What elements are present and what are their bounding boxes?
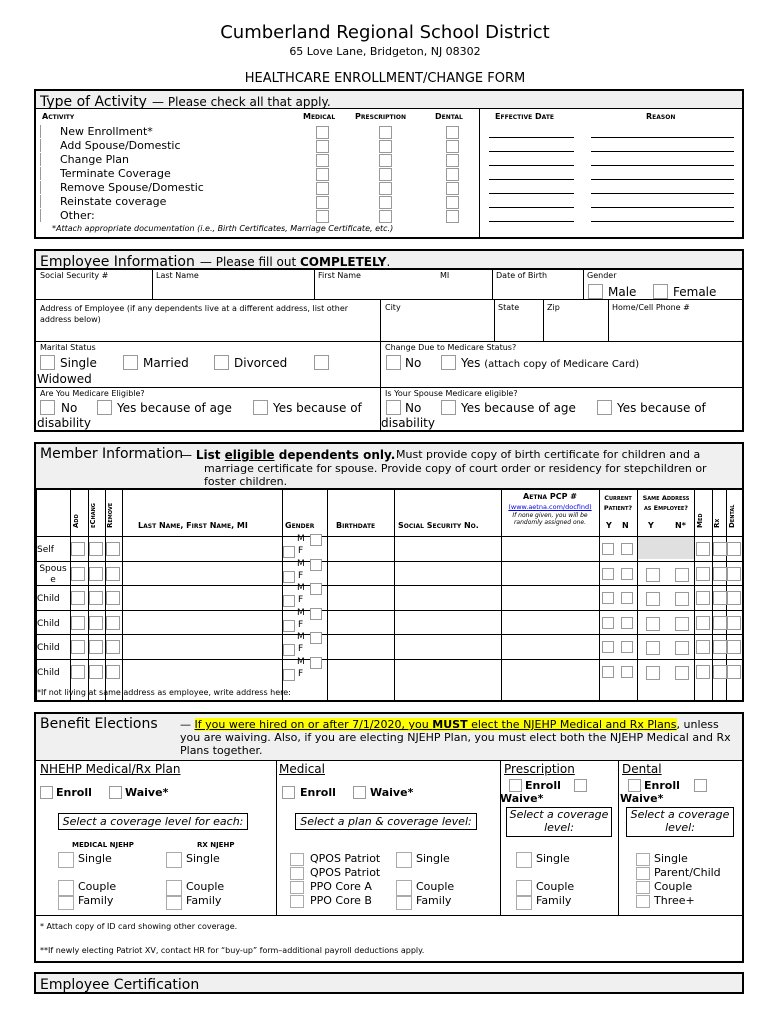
current-patient-checkbox[interactable] xyxy=(621,617,633,629)
prescription-title: Prescription xyxy=(504,762,575,776)
phone-label: Home/Cell Phone # xyxy=(612,303,690,312)
njehp-enroll-checkbox[interactable] xyxy=(40,786,53,799)
ssn-label: Social Security # xyxy=(40,271,109,280)
married-checkbox[interactable] xyxy=(123,355,138,370)
medical-njehp-label: MEDICAL NJEHP xyxy=(72,841,134,849)
gender-f-checkbox[interactable] xyxy=(283,620,295,632)
col-ssn: Social Security No. xyxy=(398,521,479,530)
gender-m-checkbox[interactable] xyxy=(310,632,322,644)
reason-field[interactable] xyxy=(591,179,734,180)
gender-f-checkbox[interactable] xyxy=(283,595,295,607)
reason-field[interactable] xyxy=(591,137,734,138)
reason-field[interactable] xyxy=(591,221,734,222)
city-label: City xyxy=(385,303,401,312)
spouse-disability-label: Yes because of xyxy=(617,401,706,415)
medical-title: Medical xyxy=(279,762,325,776)
njehp-rx-couple-checkbox[interactable] xyxy=(166,880,182,896)
married-label: Married xyxy=(143,356,189,370)
same-address-checkbox[interactable] xyxy=(646,666,660,680)
dental-single-label: Single xyxy=(654,852,688,865)
benefits-title: Benefit Elections xyxy=(40,716,158,732)
certification-title: Employee Certification xyxy=(40,977,200,993)
rx-couple-label: Couple xyxy=(536,880,575,893)
dental-activity-checkbox[interactable] xyxy=(446,154,459,167)
prescription-activity-checkbox[interactable] xyxy=(379,126,392,139)
member-row-label: Self xyxy=(37,545,54,555)
dental-activity-checkbox[interactable] xyxy=(446,182,459,195)
activity-item: New Enrollment* xyxy=(60,125,153,138)
marital-label: Marital Status xyxy=(40,343,96,352)
add-checkbox[interactable] xyxy=(71,665,85,679)
remove-checkbox[interactable] xyxy=(106,665,120,679)
prescription-activity-checkbox[interactable] xyxy=(379,182,392,195)
member-row-label: Child xyxy=(37,643,60,653)
activity-item: Other: xyxy=(60,209,95,222)
coverage-checkbox[interactable] xyxy=(696,591,710,605)
effective-date-field[interactable] xyxy=(489,179,574,180)
dental-couple-label: Couple xyxy=(654,880,693,893)
widowed-checkbox[interactable] xyxy=(314,355,329,370)
medical-enroll-checkbox[interactable] xyxy=(282,786,295,799)
change-checkbox[interactable] xyxy=(89,640,103,654)
remove-checkbox[interactable] xyxy=(106,616,120,630)
add-checkbox[interactable] xyxy=(71,567,85,581)
last-name-label: Last Name xyxy=(156,271,199,280)
coverage-checkbox[interactable] xyxy=(713,665,727,679)
medicare-no-checkbox[interactable] xyxy=(40,400,55,415)
gender-m: M xyxy=(297,534,305,544)
medical-waive-label: Waive* xyxy=(370,786,414,799)
change-checkbox[interactable] xyxy=(89,665,103,679)
medical-plan-checkbox[interactable] xyxy=(290,867,304,880)
employee-title: Employee Information xyxy=(40,254,195,270)
gender-f-checkbox[interactable] xyxy=(283,644,295,656)
male-checkbox[interactable] xyxy=(588,284,603,299)
njehp-med-family-label: Family xyxy=(78,894,114,907)
gender-m: M xyxy=(297,656,305,667)
current-patient-checkbox[interactable] xyxy=(621,543,633,555)
medical-select-note: Select a plan & coverage level: xyxy=(295,813,477,830)
activity-item: Change Plan xyxy=(60,153,130,166)
dental-activity-checkbox[interactable] xyxy=(446,140,459,153)
col-remove: Remove xyxy=(106,502,114,528)
col-same: Same Address as Employee? xyxy=(642,494,690,512)
remove-checkbox[interactable] xyxy=(106,567,120,581)
activity-title: Type of Activity xyxy=(40,94,147,110)
medical-couple-checkbox[interactable] xyxy=(396,880,412,896)
certification-header xyxy=(36,974,742,992)
njehp-rx-family-label: Family xyxy=(186,894,222,907)
col-dental: Dental xyxy=(435,112,463,121)
female-label: Female xyxy=(673,285,717,299)
medical-couple-label: Couple xyxy=(416,880,455,893)
gender-f: F xyxy=(298,619,304,630)
form-title: HEALTHCARE ENROLLMENT/CHANGE FORM xyxy=(244,71,526,86)
add-checkbox[interactable] xyxy=(71,640,85,654)
medical-plan-label: PPO Core A xyxy=(310,880,372,893)
current-patient-checkbox[interactable] xyxy=(621,641,633,653)
same-address-checkbox[interactable] xyxy=(675,666,689,680)
same-address-checkbox[interactable] xyxy=(675,568,689,582)
njehp-med-family-checkbox[interactable] xyxy=(58,896,74,910)
spouse-disability-checkbox[interactable] xyxy=(597,400,612,415)
gender-m-checkbox[interactable] xyxy=(310,608,322,620)
same-address-checkbox[interactable] xyxy=(675,641,689,655)
njehp-rx-single-label: Single xyxy=(186,852,220,865)
coverage-checkbox[interactable] xyxy=(727,665,741,679)
female-checkbox[interactable] xyxy=(653,284,668,299)
benefit-note-2: **If newly electing Patriot XV, contact HR for “buy-up” form–additional payroll deductions apply. xyxy=(40,946,425,955)
reason-field[interactable] xyxy=(591,151,734,152)
coverage-checkbox[interactable] xyxy=(713,567,727,581)
dental-couple-checkbox[interactable] xyxy=(636,881,650,894)
coverage-checkbox[interactable] xyxy=(727,616,741,630)
reason-field[interactable] xyxy=(591,193,734,194)
dental-title: Dental xyxy=(622,762,662,776)
medicare-eligible-label: Are You Medicare Eligible? xyxy=(40,389,145,398)
dental-three-plus-label: Three+ xyxy=(654,894,695,907)
first-name-label: First Name xyxy=(318,271,361,280)
coverage-checkbox[interactable] xyxy=(727,591,741,605)
rx-couple-checkbox[interactable] xyxy=(516,880,532,896)
same-address-checkbox[interactable] xyxy=(675,592,689,606)
change-checkbox[interactable] xyxy=(89,542,103,556)
dental-enroll-checkbox[interactable] xyxy=(628,779,641,792)
activity-subtitle: — Please check all that apply. xyxy=(152,95,331,109)
activity-footnote: *Attach appropriate documentation (i.e., Birth Certificates, Marriage Certificate, etc.) xyxy=(52,224,394,233)
rx-family-label: Family xyxy=(536,894,572,907)
col-current: Current Patient? xyxy=(603,494,633,512)
spouse-no-label: No xyxy=(405,401,422,415)
prescription-activity-checkbox[interactable] xyxy=(379,168,392,181)
dental-activity-checkbox[interactable] xyxy=(446,126,459,139)
col-current-y: Y xyxy=(606,521,612,530)
col-pcp-note: If none given, you will be randomly assigned one. xyxy=(512,512,588,526)
state-label: State xyxy=(498,303,520,312)
district-title: Cumberland Regional School District xyxy=(220,22,550,43)
rx-single-label: Single xyxy=(536,852,570,865)
gender-f-checkbox[interactable] xyxy=(283,571,295,583)
medicare-disability-checkbox[interactable] xyxy=(253,400,268,415)
effective-date-field[interactable] xyxy=(489,165,574,166)
njehp-med-single-label: Single xyxy=(78,852,112,865)
dental-parent-child-checkbox[interactable] xyxy=(636,867,650,880)
effective-date-field[interactable] xyxy=(489,193,574,194)
activity-item: Add Spouse/Domestic xyxy=(60,139,181,152)
gender-m-checkbox[interactable] xyxy=(310,559,322,571)
medical-single-label: Single xyxy=(416,852,450,865)
coverage-checkbox[interactable] xyxy=(713,591,727,605)
same-address-checkbox[interactable] xyxy=(646,592,660,606)
spouse-age-label: Yes because of age xyxy=(461,401,576,415)
gender-label: Gender xyxy=(587,271,617,280)
activity-item: Remove Spouse/Domestic xyxy=(60,181,204,194)
remove-checkbox[interactable] xyxy=(106,640,120,654)
medical-activity-checkbox[interactable] xyxy=(316,168,329,181)
col-gender: Gender xyxy=(285,521,315,530)
spouse-no-checkbox[interactable] xyxy=(386,400,401,415)
medical-plan-label: QPOS Patriot xyxy=(310,866,381,879)
divorced-label: Divorced xyxy=(234,356,288,370)
medicare-change-yes-checkbox[interactable] xyxy=(441,355,456,370)
dental-parent-child-label: Parent/Child xyxy=(654,866,721,879)
col-activity: Activity xyxy=(42,112,75,121)
coverage-checkbox[interactable] xyxy=(727,542,741,556)
same-address-checkbox[interactable] xyxy=(646,617,660,631)
medical-activity-checkbox[interactable] xyxy=(316,210,329,223)
gender-f: F xyxy=(298,546,304,556)
benefits-note: — If you were hired on or after 7/1/2020, you MUST elect the NJEHP Medical and Rx Plans, unless you are waiving. Also, if you are electing NJEHP Plan, you must elect both the NJEHP Medical and Rx Plans together. xyxy=(180,718,731,757)
njehp-title: NHEHP Medical/Rx Plan xyxy=(40,762,181,776)
rx-enroll-checkbox[interactable] xyxy=(509,779,522,792)
coverage-checkbox[interactable] xyxy=(713,542,727,556)
prescription-activity-checkbox[interactable] xyxy=(379,210,392,223)
medical-activity-checkbox[interactable] xyxy=(316,182,329,195)
medicare-age-checkbox[interactable] xyxy=(97,400,112,415)
dental-select-note: Select a coverage level: xyxy=(626,807,734,837)
member-row-label: Child xyxy=(37,667,60,678)
dental-waive-label: Waive* xyxy=(620,792,664,805)
medical-plan-checkbox[interactable] xyxy=(290,881,304,894)
njehp-med-couple-label: Couple xyxy=(78,880,117,893)
reason-field[interactable] xyxy=(591,165,734,166)
current-patient-checkbox[interactable] xyxy=(602,592,614,604)
medical-activity-checkbox[interactable] xyxy=(316,140,329,153)
gender-m: M xyxy=(297,583,305,593)
district-address: 65 Love Lane, Bridgeton, NJ 08302 xyxy=(289,45,481,58)
gender-m-checkbox[interactable] xyxy=(310,534,322,546)
rx-family-checkbox[interactable] xyxy=(516,896,532,910)
coverage-checkbox[interactable] xyxy=(696,542,710,556)
gender-f: F xyxy=(298,644,304,654)
member-row-label: Child xyxy=(37,594,60,604)
reason-field[interactable] xyxy=(591,207,734,208)
member-row-label: Spous e xyxy=(39,563,67,585)
remove-checkbox[interactable] xyxy=(106,591,120,605)
gender-m: M xyxy=(297,607,305,618)
divorced-checkbox[interactable] xyxy=(214,355,229,370)
change-checkbox[interactable] xyxy=(89,616,103,630)
medical-plan-checkbox[interactable] xyxy=(290,853,304,866)
current-patient-checkbox[interactable] xyxy=(602,617,614,629)
col-same-n: N* xyxy=(675,521,686,530)
coverage-checkbox[interactable] xyxy=(696,616,710,630)
current-patient-checkbox[interactable] xyxy=(621,592,633,604)
remove-checkbox[interactable] xyxy=(106,542,120,556)
medicare-change-yes-label: Yes (attach copy of Medicare Card) xyxy=(461,356,640,370)
medicare-disability-label: Yes because of xyxy=(273,401,362,415)
col-name: Last Name, First Name, MI xyxy=(138,521,248,530)
effective-date-field[interactable] xyxy=(489,221,574,222)
medicare-age-label: Yes because of age xyxy=(117,401,232,415)
male-label: Male xyxy=(608,285,637,299)
dental-activity-checkbox[interactable] xyxy=(446,168,459,181)
add-checkbox[interactable] xyxy=(71,616,85,630)
member-footnote: *If not living at same address as employee, write address here: xyxy=(37,688,291,697)
gender-f-checkbox[interactable] xyxy=(283,546,295,558)
change-checkbox[interactable] xyxy=(89,567,103,581)
prescription-activity-checkbox[interactable] xyxy=(379,196,392,209)
effective-date-field[interactable] xyxy=(489,137,574,138)
gender-m: M xyxy=(297,632,305,642)
single-label: Single xyxy=(60,356,97,370)
coverage-checkbox[interactable] xyxy=(696,567,710,581)
coverage-checkbox[interactable] xyxy=(696,665,710,679)
medical-activity-checkbox[interactable] xyxy=(316,154,329,167)
medicare-change-no-label: No xyxy=(405,356,422,370)
employee-subtitle-bold: COMPLETELY xyxy=(300,255,387,269)
rx-waive-checkbox[interactable] xyxy=(574,779,587,792)
col-effective-date: Effective Date xyxy=(495,112,555,121)
prescription-activity-checkbox[interactable] xyxy=(379,154,392,167)
njehp-select-note: Select a coverage level for each: xyxy=(58,813,248,830)
gender-m-checkbox[interactable] xyxy=(310,583,322,595)
spouse-age-checkbox[interactable] xyxy=(441,400,456,415)
coverage-checkbox[interactable] xyxy=(696,640,710,654)
gender-f: F xyxy=(298,668,304,679)
rx-enroll-label: Enroll xyxy=(525,779,561,792)
same-address-checkbox[interactable] xyxy=(675,617,689,631)
col-pcp-link[interactable]: (www.aetna.com/docfind) xyxy=(508,503,592,511)
dental-enroll-label: Enroll xyxy=(644,779,680,792)
benefit-note-1: * Attach copy of ID card showing other coverage. xyxy=(40,922,238,931)
njehp-rx-family-checkbox[interactable] xyxy=(166,896,182,910)
medical-activity-checkbox[interactable] xyxy=(316,126,329,139)
medical-waive-checkbox[interactable] xyxy=(353,786,366,799)
col-prescription: Prescription xyxy=(355,112,407,121)
gender-m: M xyxy=(297,558,305,569)
medical-family-checkbox[interactable] xyxy=(396,896,412,910)
activity-header xyxy=(36,91,742,109)
medical-enroll-label: Enroll xyxy=(300,786,336,799)
medical-plan-checkbox[interactable] xyxy=(290,895,304,908)
njehp-waive-label: Waive* xyxy=(125,786,169,799)
medical-single-checkbox[interactable] xyxy=(396,852,412,868)
add-checkbox[interactable] xyxy=(71,591,85,605)
dental-three-plus-checkbox[interactable] xyxy=(636,895,650,908)
col-med: Med xyxy=(696,513,704,528)
njehp-waive-checkbox[interactable] xyxy=(109,786,122,799)
gender-f: F xyxy=(298,595,304,605)
medical-plan-label: QPOS Patriot xyxy=(310,852,381,865)
activity-item: Terminate Coverage xyxy=(60,167,171,180)
spouse-disability-cont: disability xyxy=(381,416,435,430)
col-add: Add xyxy=(72,514,80,528)
rx-single-checkbox[interactable] xyxy=(516,852,532,868)
dental-activity-checkbox[interactable] xyxy=(446,196,459,209)
dental-single-checkbox[interactable] xyxy=(636,853,650,866)
dental-activity-checkbox[interactable] xyxy=(446,210,459,223)
activity-item: Reinstate coverage xyxy=(60,195,167,208)
coverage-checkbox[interactable] xyxy=(713,640,727,654)
rx-select-note: Select a coverage level: xyxy=(506,807,612,837)
same-address-checkbox[interactable] xyxy=(646,568,660,582)
effective-date-field[interactable] xyxy=(489,207,574,208)
njehp-rx-couple-label: Couple xyxy=(186,880,225,893)
col-dental: Dental xyxy=(728,504,736,528)
medicare-change-no-checkbox[interactable] xyxy=(386,355,401,370)
gender-f-checkbox[interactable] xyxy=(283,669,295,681)
spouse-medicare-label: Is Your Spouse Medicare eligible? xyxy=(385,389,518,398)
current-patient-checkbox[interactable] xyxy=(621,568,633,580)
medicare-disability-cont: disability xyxy=(37,416,91,430)
zip-label: Zip xyxy=(547,303,560,312)
col-birthdate: Birthdate xyxy=(336,521,376,530)
col-change: eChang xyxy=(89,503,97,528)
current-patient-checkbox[interactable] xyxy=(602,666,614,678)
njehp-rx-single-checkbox[interactable] xyxy=(166,852,182,868)
effective-date-field[interactable] xyxy=(489,151,574,152)
current-patient-checkbox[interactable] xyxy=(602,568,614,580)
col-rx: Rx xyxy=(713,518,721,528)
add-checkbox[interactable] xyxy=(71,542,85,556)
rx-waive-label: Waive* xyxy=(500,792,544,805)
single-checkbox[interactable] xyxy=(40,355,55,370)
coverage-checkbox[interactable] xyxy=(727,567,741,581)
change-checkbox[interactable] xyxy=(89,591,103,605)
medicare-no-label: No xyxy=(61,401,78,415)
member-row-label: Child xyxy=(37,618,60,629)
same-address-checkbox[interactable] xyxy=(646,641,660,655)
member-note: Must provide copy of birth certificate for children and a marriage certificate for spouse. Provide copy of court order or residency for stepchildren or foster children. xyxy=(204,448,707,488)
current-patient-checkbox[interactable] xyxy=(621,666,633,678)
medical-plan-label: PPO Core B xyxy=(310,894,372,907)
njehp-med-couple-checkbox[interactable] xyxy=(58,880,74,896)
col-medical: Medical xyxy=(303,112,336,121)
col-reason: Reason xyxy=(646,112,676,121)
col-current-n: N xyxy=(622,521,629,530)
dob-label: Date of Birth xyxy=(496,271,548,280)
col-pcp: Aetna PCP # xyxy=(523,492,577,501)
medical-activity-checkbox[interactable] xyxy=(316,196,329,209)
njehp-med-single-checkbox[interactable] xyxy=(58,852,74,868)
gender-m-checkbox[interactable] xyxy=(310,657,322,669)
coverage-checkbox[interactable] xyxy=(727,640,741,654)
dental-waive-checkbox[interactable] xyxy=(694,779,707,792)
medicare-change-label: Change Due to Medicare Status? xyxy=(385,343,517,352)
widowed-label: Widowed xyxy=(37,372,92,386)
njehp-enroll-label: Enroll xyxy=(56,786,92,799)
address-label: Address of Employee (if any dependents live at a different address, list other address below) xyxy=(40,304,349,324)
medical-family-label: Family xyxy=(416,894,452,907)
current-patient-checkbox[interactable] xyxy=(602,641,614,653)
col-same-y: Y xyxy=(648,521,654,530)
employee-subtitle: — Please fill out xyxy=(199,255,300,269)
gender-f: F xyxy=(298,570,304,581)
eligible-text: eligible xyxy=(224,448,275,462)
mi-label: MI xyxy=(440,271,450,280)
prescription-activity-checkbox[interactable] xyxy=(379,140,392,153)
current-patient-checkbox[interactable] xyxy=(602,543,614,555)
coverage-checkbox[interactable] xyxy=(713,616,727,630)
member-title: Member Information xyxy=(40,446,184,462)
employee-header: Employee Information — Please fill out COMPLETELY. xyxy=(36,251,742,269)
rx-njehp-label: RX NJEHP xyxy=(197,841,235,849)
